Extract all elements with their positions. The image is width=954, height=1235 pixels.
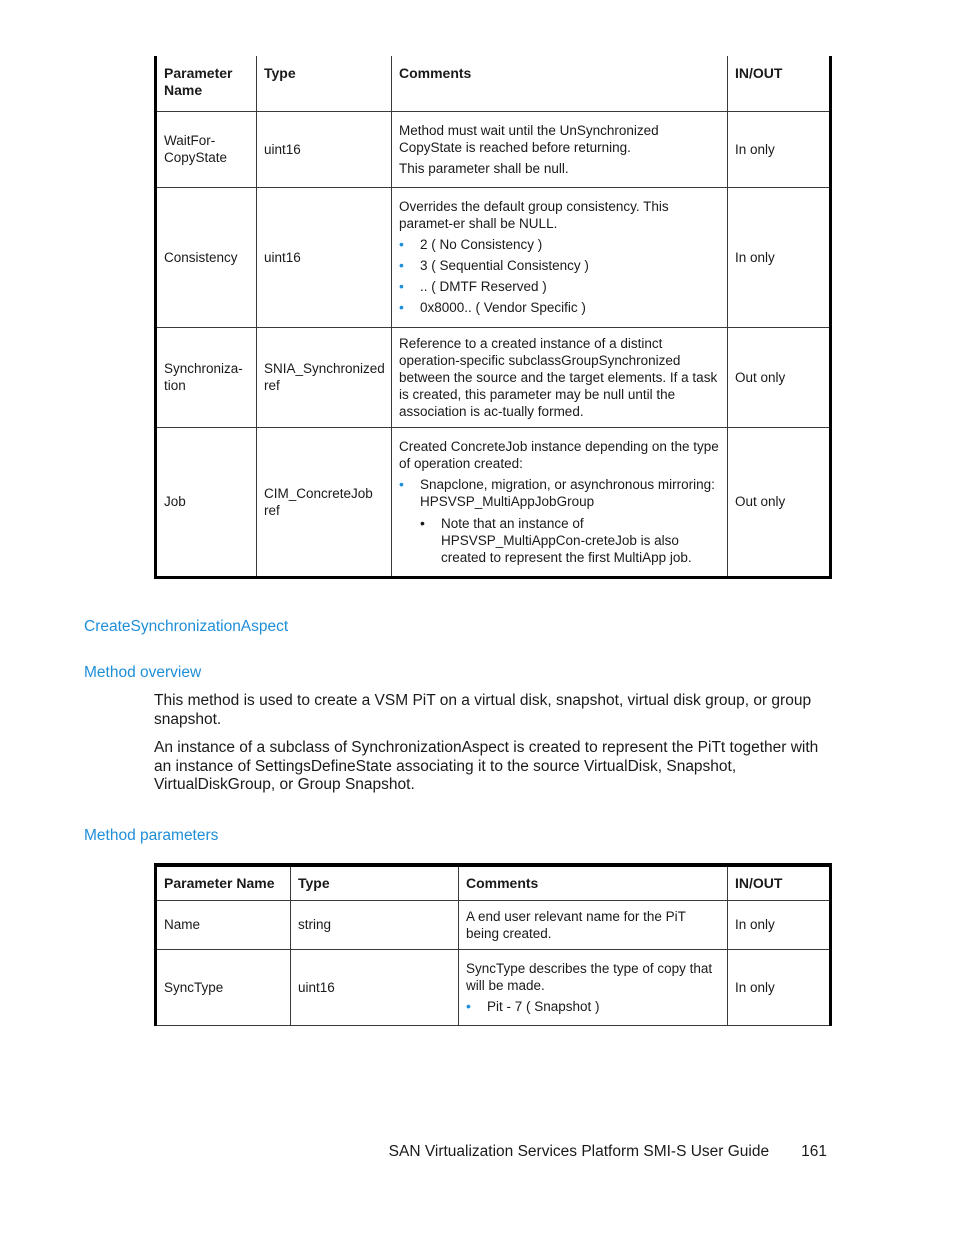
bullet-list	[466, 998, 720, 1015]
overview-paragraph-2: An instance of a subclass of SynchronizationAspect is created to represent the PiTt together with an instance of SettingsDefineState associating it to the source VirtualDisk, Snapshot, VirtualDiskGroup, or Group Snapshot.	[154, 739, 819, 793]
method-parameters-heading: Method parameters	[84, 827, 219, 844]
section-title: CreateSynchronizationAspect	[84, 618, 289, 635]
method-overview-heading: Method overview	[84, 664, 202, 681]
param-name: Name	[156, 900, 291, 949]
list-item-text: Snapclone, migration, or asynchronous mirroring: HPSVSP_MultiAppJobGroup	[420, 476, 715, 509]
page-footer	[389, 1143, 827, 1161]
list-item: • 3 ( Sequential Consistency )	[399, 257, 720, 274]
page-number: 161	[801, 1143, 827, 1160]
list-item: • Pit - 7 ( Snapshot )	[466, 998, 720, 1015]
table-row	[156, 327, 831, 427]
param-name: SyncType	[156, 949, 291, 1025]
comment-text: Created ConcreteJob instance depending on the type of operation created:	[399, 438, 719, 471]
footer-title: SAN Virtualization Services Platform SMI-S User Guide	[388, 1143, 770, 1160]
param-in-out: In only	[728, 187, 831, 327]
param-type: SNIA_Synchronized ref	[257, 327, 392, 427]
bullet-list	[399, 236, 720, 316]
param-in-out: In only	[728, 900, 831, 949]
header-in-out: IN/OUT	[728, 56, 831, 111]
param-comments: Reference to a created instance of a distinct operation-specific subclassGroupSynchronized between the source and the target elements. If a task is created, this parameter may be null until the association is ac-tually formed.	[392, 327, 728, 427]
param-comments: A end user relevant name for the PiT being created.	[459, 900, 728, 949]
header-comments: Comments	[459, 865, 728, 900]
comment-text: Method must wait until the UnSynchronized CopyState is reached before returning.	[399, 122, 659, 155]
bullet-list	[399, 476, 720, 566]
table-row	[156, 900, 831, 949]
param-name: Job	[156, 427, 257, 577]
method-parameters-table	[154, 863, 832, 1026]
comment-text: Overrides the default group consistency. This paramet-er shall be NULL.	[399, 199, 669, 231]
param-name: Consistency	[156, 187, 257, 327]
param-type: string	[291, 900, 459, 949]
table-row	[156, 427, 831, 577]
header-in-out: IN/OUT	[728, 865, 831, 900]
param-comments	[392, 111, 728, 187]
list-item: • .. ( DMTF Reserved )	[399, 278, 720, 295]
param-comments	[459, 949, 728, 1025]
param-in-out: In only	[728, 949, 831, 1025]
list-item: • 2 ( No Consistency )	[399, 236, 720, 253]
param-name: WaitFor- CopyState	[156, 111, 257, 187]
parameters-table-continued	[154, 56, 832, 579]
param-in-out: Out only	[728, 327, 831, 427]
header-parameter-name: Parameter Name	[156, 865, 291, 900]
param-type: uint16	[291, 949, 459, 1025]
param-type: uint16	[257, 111, 392, 187]
list-item	[399, 476, 720, 566]
param-in-out: In only	[728, 111, 831, 187]
table-row	[156, 111, 831, 187]
sub-list-item: • Note that an instance of HPSVSP_MultiAppCon-creteJob is also created to represent the first MultiApp job.	[420, 515, 720, 566]
sub-bullet-list	[420, 515, 720, 566]
param-comments	[392, 427, 728, 577]
comment-text: This parameter shall be null.	[399, 160, 569, 176]
list-item: • 0x8000.. ( Vendor Specific )	[399, 299, 720, 316]
header-type: Type	[291, 865, 459, 900]
table-row	[156, 187, 831, 327]
param-type: CIM_ConcreteJob ref	[257, 427, 392, 577]
param-name: Synchroniza- tion	[156, 327, 257, 427]
comment-text: SyncType describes the type of copy that will be made.	[466, 960, 713, 993]
param-in-out: Out only	[728, 427, 831, 577]
param-comments	[392, 187, 728, 327]
param-type: uint16	[257, 187, 392, 327]
overview-paragraph-1: This method is used to create a VSM PiT on a virtual disk, snapshot, virtual disk group, or group snapshot.	[154, 692, 812, 728]
header-comments: Comments	[392, 56, 728, 111]
table-row	[156, 949, 831, 1025]
header-parameter-name: Parameter Name	[156, 56, 257, 111]
header-type: Type	[257, 56, 392, 111]
